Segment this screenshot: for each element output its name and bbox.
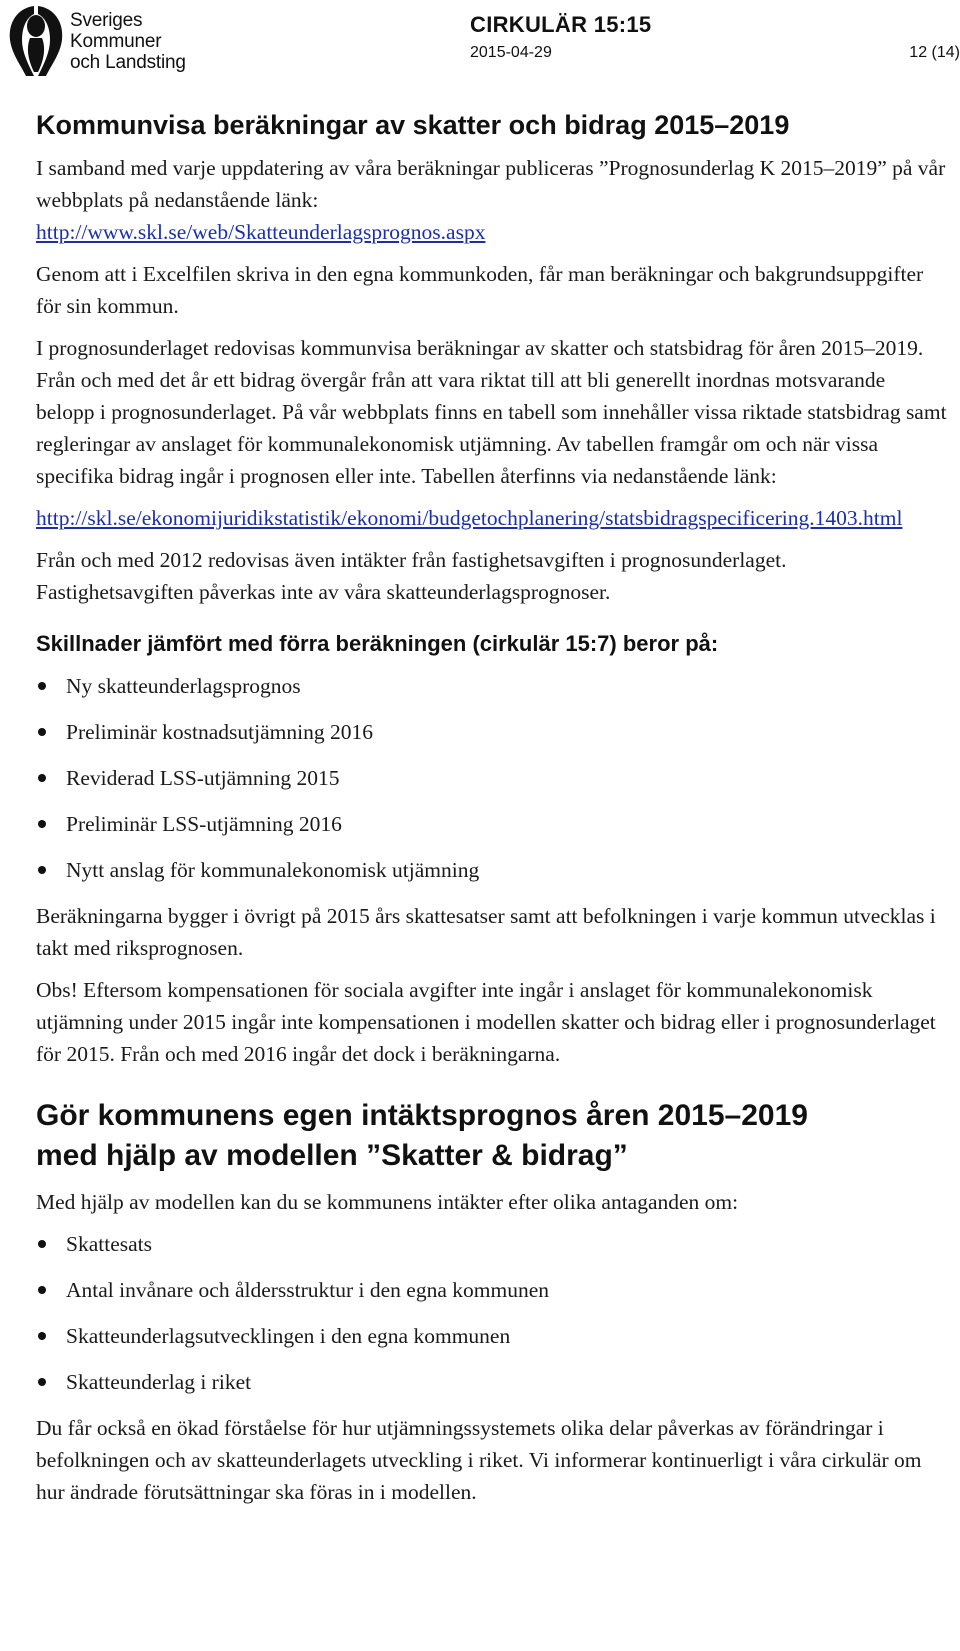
document-date: 2015-04-29: [470, 44, 552, 61]
document-body: [36, 108, 948, 1518]
list-item: Preliminär LSS-utjämning 2016: [36, 808, 948, 840]
section2-paragraph: Beräkningarna bygger i övrigt på 2015 års skattesatser samt att befolkningen i varje kommun utvecklas i takt med riksprognosen.: [36, 904, 936, 960]
prognos-link[interactable]: http://www.skl.se/web/Skatteunderlagsprognos.aspx: [36, 220, 486, 244]
differences-list: [36, 670, 948, 886]
section1-paragraph: I prognosunderlaget redovisas kommunvisa beräkningar av skatter och statsbidrag för åren 2015–2019. Från och med det år ett bidrag övergår från att vara riktat till att bli generellt inordnas motsvarande belopp i prognosunderlaget. På vår webbplats finns en tabell som innehåller vissa riktade statsbidrag samt regleringar av anslaget för kommunalekonomisk utjämning. Av tabellen framgår om och när vissa specifika bidrag ingår i prognosen eller inte. Tabellen återfinns via nedanstående länk:: [36, 336, 947, 488]
document-title: CIRKULÄR 15:15: [470, 12, 652, 37]
page-number: 12 (14): [909, 44, 960, 61]
list-item: Skatteunderlag i riket: [36, 1366, 948, 1398]
assumptions-list: [36, 1228, 948, 1398]
statsbidrag-link-block: [36, 502, 948, 534]
statsbidrag-link[interactable]: http://skl.se/ekonomijuridikstatistik/ekonomi/budgetochplanering/statsbidragspecificering.1403.html: [36, 506, 903, 530]
skl-logo-icon: [4, 2, 68, 78]
org-name-line1: Sveriges: [70, 10, 143, 31]
list-item: Preliminär kostnadsutjämning 2016: [36, 716, 948, 748]
section2-heading: Skillnader jämfört med förra beräkningen (cirkulär 15:7) beror på:: [36, 631, 719, 656]
section3-intro: Med hjälp av modellen kan du se kommunens intäkter efter olika antaganden om:: [36, 1190, 739, 1214]
org-name-line2: Kommuner: [70, 31, 162, 52]
section3-heading: [36, 1096, 948, 1176]
list-item: Skatteunderlagsutvecklingen i den egna kommunen: [36, 1320, 948, 1352]
section1-heading: Kommunvisa beräkningar av skatter och bidrag 2015–2019: [36, 110, 790, 140]
list-item: Nytt anslag för kommunalekonomisk utjämning: [36, 854, 948, 886]
section1-p1-text: I samband med varje uppdatering av våra beräkningar publiceras ”Prognosunderlag K 2015–2019” på vår webbplats på nedanstående länk:: [36, 156, 946, 212]
list-item: Ny skatteunderlagsprognos: [36, 670, 948, 702]
section1-paragraph: [36, 152, 948, 248]
section3-heading-line2: med hjälp av modellen ”Skatter & bidrag”: [36, 1139, 628, 1172]
section2-paragraph: Obs! Eftersom kompensationen för sociala avgifter inte ingår i anslaget för kommunalekonomisk utjämning under 2015 ingår inte kompensationen i modellen skatter och bidrag eller i prognosunderlaget för 2015. Från och med 2016 ingår det dock i beräkningarna.: [36, 978, 936, 1066]
section1-paragraph: Från och med 2012 redovisas även intäkter från fastighetsavgiften i prognosunderlaget. Fastighetsavgiften påverkas inte av våra skatteunderlagsprognoser.: [36, 548, 787, 604]
section3-paragraph: Du får också en ökad förståelse för hur utjämningssystemets olika delar påverkas av förändringar i befolkningen och av skatteunderlagets utveckling i riket. Vi informerar kontinuerligt i våra cirkulär om hur ändrade förutsättningar ska föras in i modellen.: [36, 1416, 922, 1504]
org-name-line3: och Landsting: [70, 52, 186, 73]
list-item: Reviderad LSS-utjämning 2015: [36, 762, 948, 794]
list-item: Skattesats: [36, 1228, 948, 1260]
skl-logo: [4, 2, 204, 80]
section1-paragraph: Genom att i Excelfilen skriva in den egna kommunkoden, får man beräkningar och bakgrundsuppgifter för sin kommun.: [36, 262, 924, 318]
list-item: Antal invånare och åldersstruktur i den egna kommunen: [36, 1274, 948, 1306]
section3-heading-line1: Gör kommunens egen intäktsprognos åren 2015–2019: [36, 1099, 808, 1132]
org-name: [70, 10, 186, 73]
